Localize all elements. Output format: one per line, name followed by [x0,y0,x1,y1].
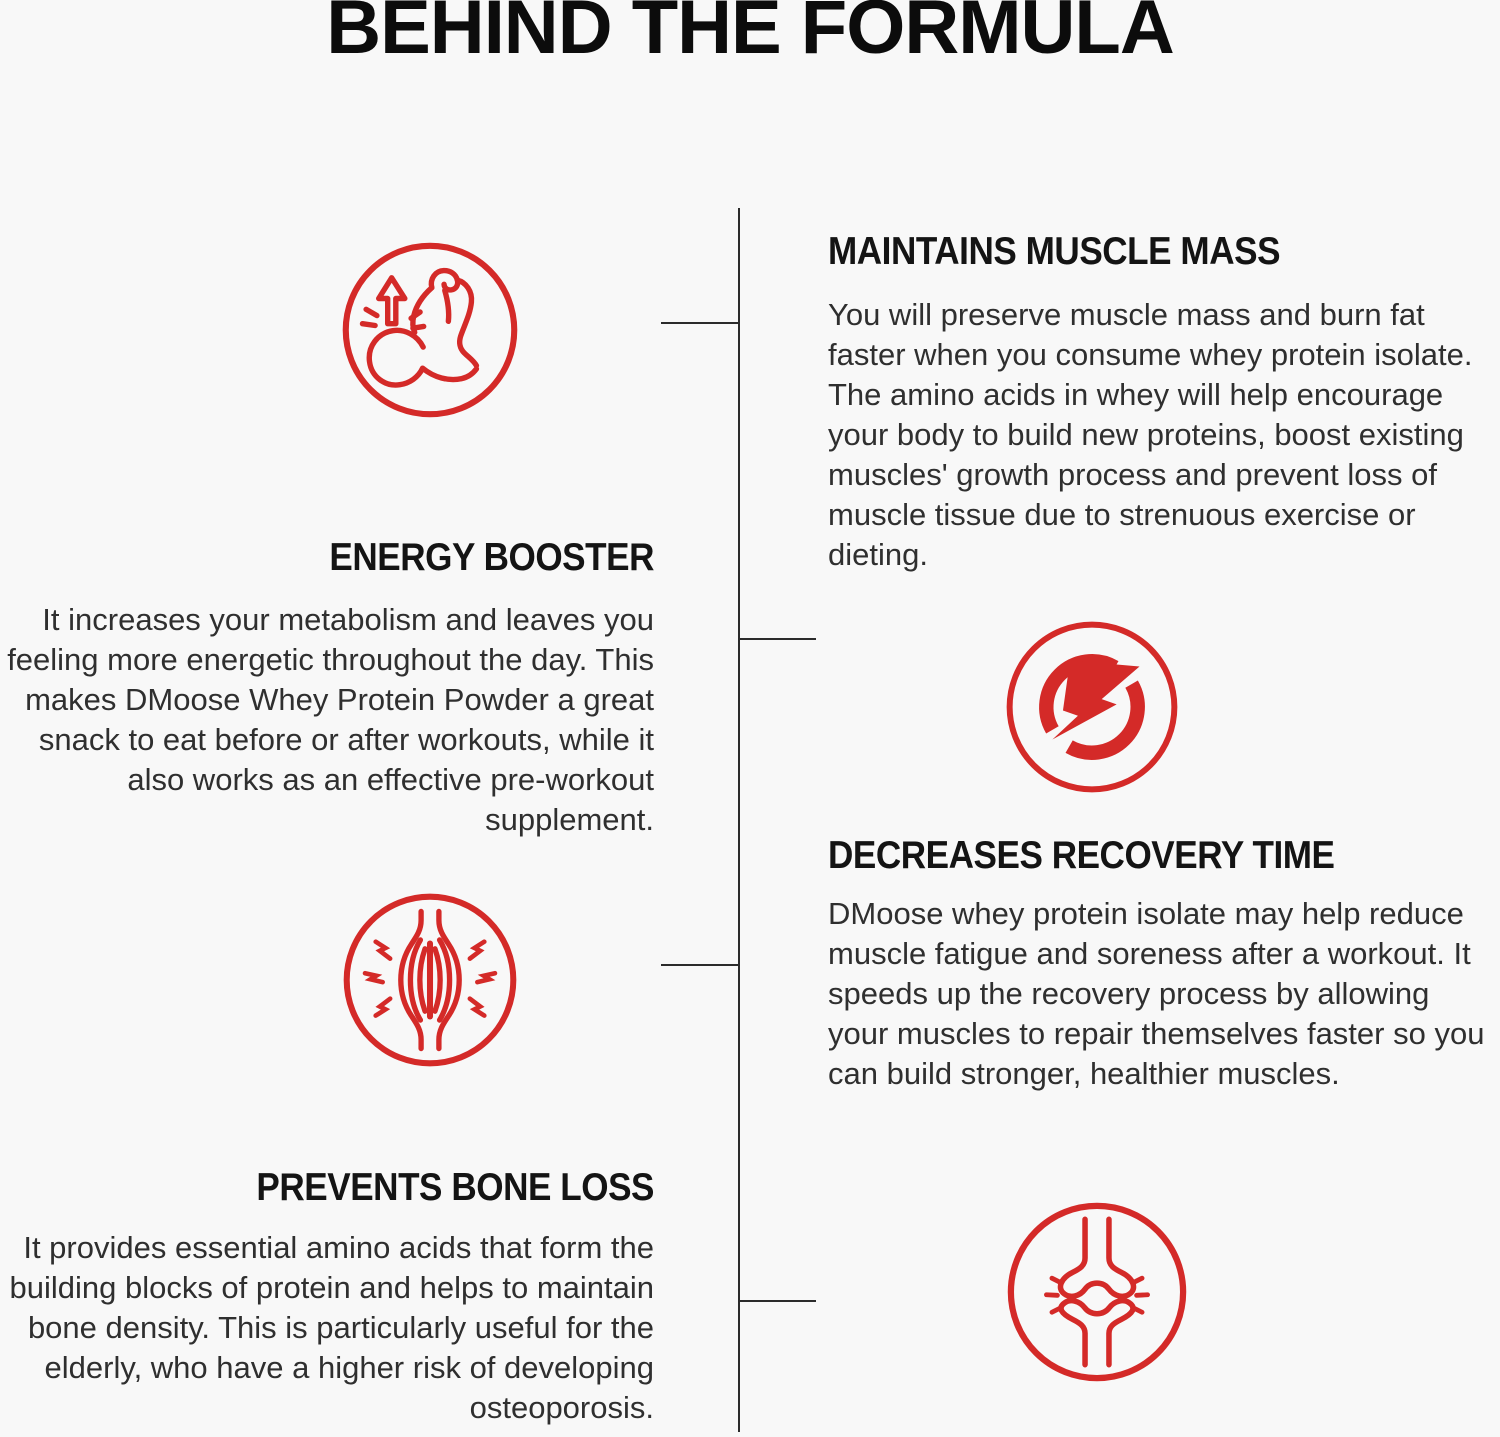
connector-line-energy-bolt [740,638,816,640]
section-heading-maintains-muscle-mass: MAINTAINS MUSCLE MASS [828,230,1281,273]
section-body-prevents-bone-loss: It provides essential amino acids that form the building blocks of protein and helps to maintain bone density. This is particularly useful for the elderly, who have a higher risk of developing osteoporosis. [9,1230,654,1425]
bone-joint-icon [1005,1200,1189,1384]
center-divider-line [738,208,740,1432]
page-title: BEHIND THE FORMULA [326,0,1174,70]
section-heading-decreases-recovery-time: DECREASES RECOVERY TIME [828,834,1335,877]
energy-bolt-icon [1004,619,1180,795]
section-heading-prevents-bone-loss: PREVENTS BONE LOSS [256,1166,654,1209]
section-body-energy-booster: It increases your metabolism and leaves you feeling more energetic throughout the day. This makes DMoose Whey Protein Powder a great snack to eat before or after workouts, while it also works as an effective pre-workout supplement. [7,602,654,837]
section-heading-energy-booster: ENERGY BOOSTER [329,536,654,579]
section-body-decreases-recovery-time: DMoose whey protein isolate may help reduce muscle fatigue and soreness after a workout. It speeds up the recovery process by allowing your muscles to repair themselves faster so you can build stronger, healthier muscles. [828,896,1485,1091]
connector-line-muscle-growth [661,322,740,324]
section-body-maintains-muscle-mass: You will preserve muscle mass and burn fat faster when you consume whey protein isolate. The amino acids in whey will help encourage your body to build new proteins, boost existing muscles' growth process and prevent loss of muscle tissue due to strenuous exercise or dieting. [828,297,1473,572]
connector-line-bone-joint [740,1300,816,1302]
connector-line-muscle-pain [661,964,740,966]
muscle-pain-icon [341,891,519,1069]
muscle-growth-icon [340,240,520,420]
